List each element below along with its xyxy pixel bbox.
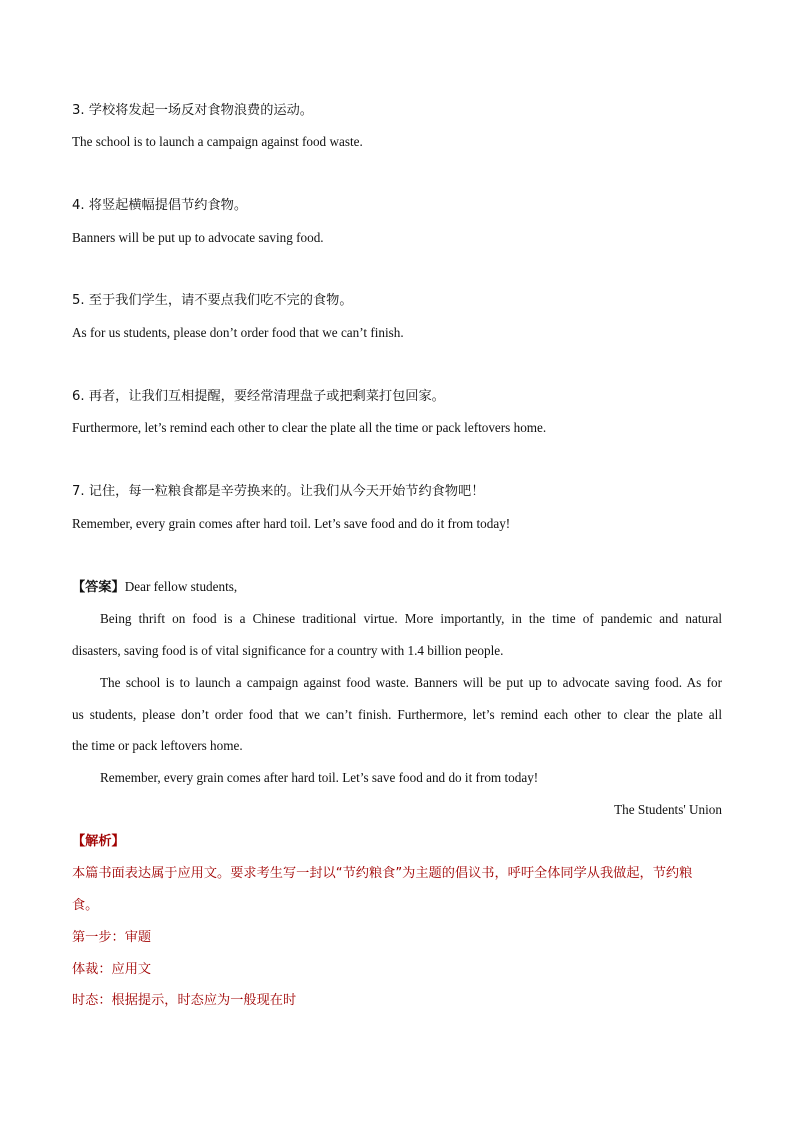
analysis-line1: 本篇书面表达属于应用文。要求考生写一封以“节约粮食”为主题的倡议书，呼吁全体同学从我做起，节约粮 <box>72 866 693 881</box>
item-6-english: Furthermore, let’s remind each other to clear the plate all the time or pack leftovers home. <box>72 420 547 435</box>
item-5-chinese: 5. 至于我们学生，请不要点我们吃不完的食物。 <box>72 293 353 308</box>
item-6-chinese: 6. 再者，让我们互相提醒，要经常清理盘子或把剩菜打包回家。 <box>72 389 445 404</box>
item-7-english: Remember, every grain comes after hard toil. Let’s save food and do it from today! <box>72 516 511 531</box>
item-7-chinese: 7. 记住，每一粒粮食都是辛劳换来的。让我们从今天开始节约食物吧！ <box>72 484 485 499</box>
answer-salutation: Dear fellow students, <box>124 579 238 594</box>
item-4-chinese: 4. 将竖起横幅提倡节约食物。 <box>72 198 248 213</box>
item-4-english: Banners will be put up to advocate saving food. <box>72 230 324 245</box>
answer-p1-line1: Being thrift on food is a Chinese traditional virtue. More importantly, in the time of pandemic and natural <box>100 611 722 626</box>
answer-signature: The Students' Union <box>614 802 722 817</box>
answer-p2-line2: us students, please don’t order food that we can’t finish. Furthermore, let’s remind each other to clear the plate all <box>72 707 722 722</box>
answer-tag: 【答案】 <box>72 580 125 595</box>
analysis-tense: 时态：根据提示，时态应为一般现在时 <box>72 993 297 1008</box>
analysis-line2: 食。 <box>72 898 99 913</box>
answer-p2-line3: the time or pack leftovers home. <box>72 738 243 753</box>
item-5-english: As for us students, please don’t order food that we can’t finish. <box>72 325 404 340</box>
item-3-english: The school is to launch a campaign against food waste. <box>72 134 363 149</box>
answer-p1-line2: disasters, saving food is of vital significance for a country with 1.4 billion people. <box>72 643 504 658</box>
item-3-chinese: 3. 学校将发起一场反对食物浪费的运动。 <box>72 103 313 118</box>
answer-heading <box>72 578 237 597</box>
answer-p2-line1: The school is to launch a campaign against food waste. Banners will be put up to advocate saving food. As for <box>100 675 722 690</box>
analysis-tag: 【解析】 <box>72 834 125 849</box>
answer-p3: Remember, every grain comes after hard toil. Let’s save food and do it from today! <box>100 770 539 785</box>
analysis-step1: 第一步：审题 <box>72 930 152 945</box>
analysis-genre: 体裁：应用文 <box>72 962 152 977</box>
